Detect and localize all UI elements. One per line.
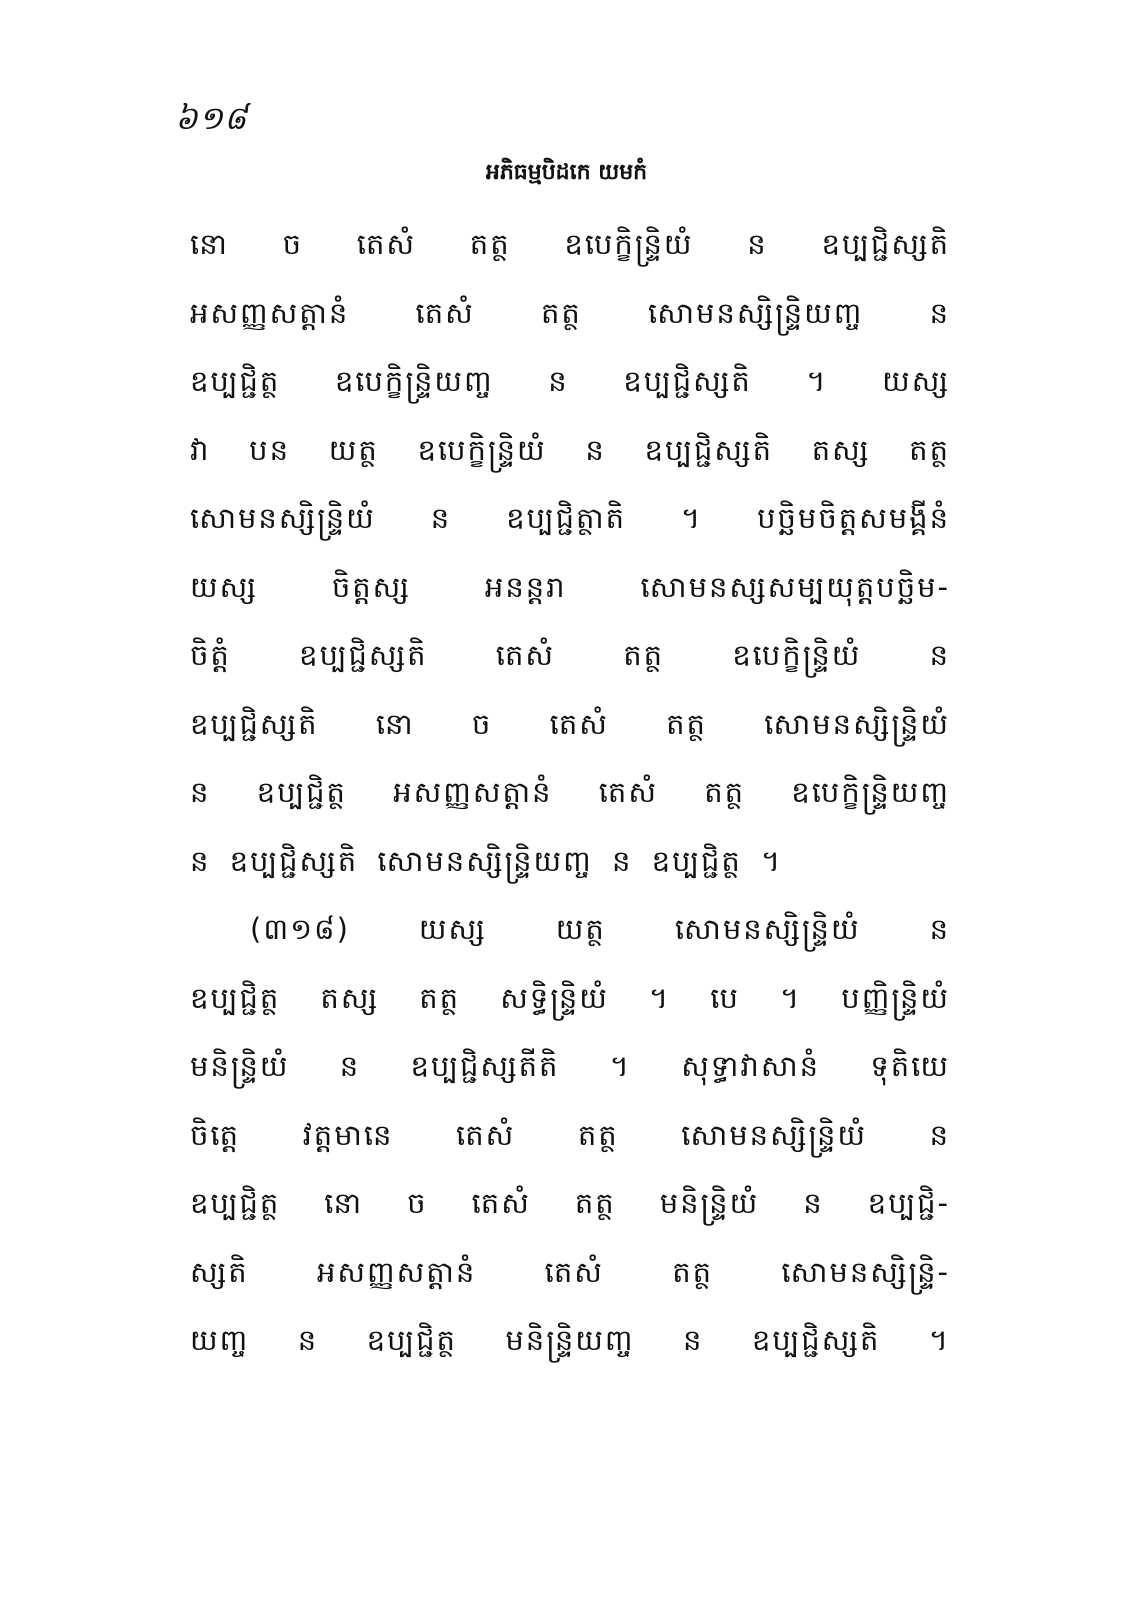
running-title: អភិធម្មបិដកេ យមកំ (485, 160, 648, 185)
text-line: សោមនស្សិន្ទ្រិយំ ន ឧប្បជ្ជិត្ថាតិ ។ បច្ឆិមចិត្តសមង្គីនំ (190, 501, 950, 535)
text-line: អសញ្ញសត្តានំ តេសំ តត្ថ សោមនស្សិន្ទ្រិយញ្ច ន (190, 295, 950, 330)
text-line: មនិន្ទ្រិយំ ន ឧប្បជ្ជិស្សតីតិ ។ សុទ្ធាវាសានំ ទុតិយេ (190, 1049, 950, 1083)
text-line: ចិត្តេ វត្តមានេ តេសំ តត្ថ សោមនស្សិន្ទ្រិយំ ន (190, 1117, 950, 1152)
text-line: នោ ច តេសំ តត្ថ ឧបេក្ខិន្ទ្រិយំ ន ឧប្បជ្ជិស្សតិ (190, 227, 950, 261)
text-line: យស្ស ចិត្តស្ស អនន្តរា សោមនស្សសម្បយុត្តបច្ឆិម- (190, 569, 950, 604)
body-text (190, 210, 950, 1375)
text-line: ឧប្បជ្ជិស្សតិ នោ ច តេសំ តត្ថ សោមនស្សិន្ទ្រិយំ (190, 706, 950, 741)
text-line: ចិត្តំ ឧប្បជ្ជិស្សតិ តេសំ តត្ថ ឧបេក្ខិន្ទ្រិយំ ន (190, 638, 950, 672)
text-line: យញ្ច ន ឧប្បជ្ជិត្ថ មនិន្ទ្រិយញ្ច ន ឧប្បជ្ជិស្សតិ ។ (190, 1323, 950, 1357)
text-line: ន ឧប្បជ្ជិស្សតិ សោមនស្សិន្ទ្រិយញ្ច ន ឧប្បជ្ជិត្ថ ។ (190, 843, 783, 878)
text-line: ន ឧប្បជ្ជិត្ថ អសញ្ញសត្តានំ តេសំ តត្ថ ឧបេក្ខិន្ទ្រិយញ្ច (190, 775, 950, 809)
text-line: ឧប្បជ្ជិត្ថ ឧបេក្ខិន្ទ្រិយញ្ច ន ឧប្បជ្ជិស្សតិ ។ យស្ស (190, 364, 950, 398)
text-line: វា បន យត្ថ ឧបេក្ខិន្ទ្រិយំ ន ឧប្បជ្ជិស្សតិ តស្ស តត្ថ (190, 432, 950, 467)
section-start-line: (៣១៨) យស្ស យត្ថ សោមនស្សិន្ទ្រិយំ ន (250, 912, 950, 946)
text-line: ឧប្បជ្ជិត្ថ នោ ច តេសំ តត្ថ មនិន្ទ្រិយំ ន ឧប្បជ្ជិ- (190, 1186, 950, 1220)
text-line: ស្សតិ អសញ្ញសត្តានំ តេសំ តត្ថ សោមនស្សិន្ទ្រិ- (190, 1254, 950, 1289)
text-line: ឧប្បជ្ជិត្ថ តស្ស តត្ថ សទ្ធិន្ទ្រិយំ ។ បេ ។ បញ្ញិន្ទ្រិយំ (190, 980, 950, 1015)
page-number: ៦១៨ (175, 99, 248, 137)
